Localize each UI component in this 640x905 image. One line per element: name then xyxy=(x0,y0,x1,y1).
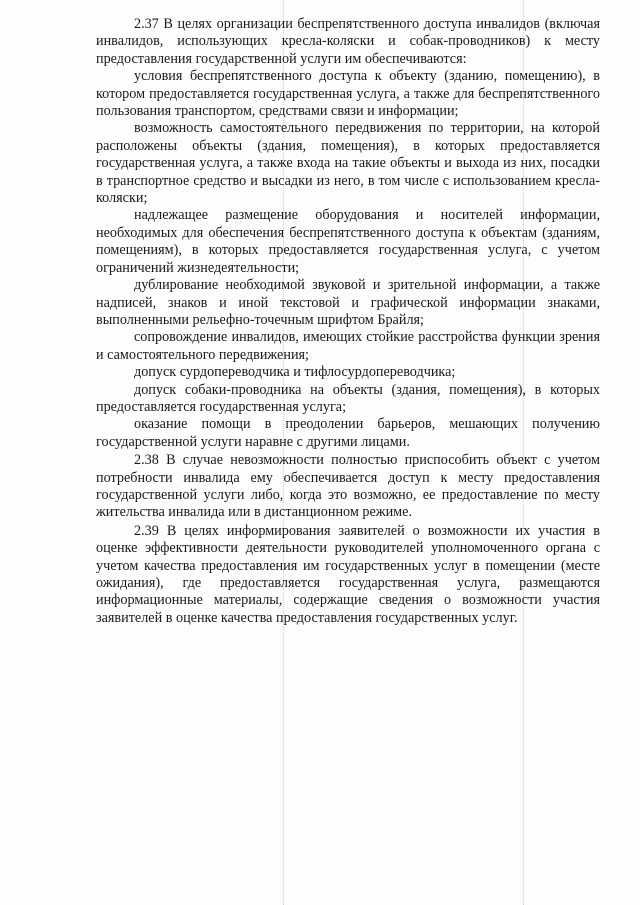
list-item-information-duplication: дублирование необходимой звуковой и зрительной информации, а также надписей, знаков и иной текстовой и графической информации знаками, выполненными рельефно-точечным шрифтом Брайля; xyxy=(96,277,600,328)
list-item-independent-movement: возможность самостоятельного передвижения по территории, на которой расположены объекты (здания, помещения), в которых предоставляется государственная услуга, а также входа на такие объекты и выхода из них, посадки в транспортное средство и высадки из него, в том числе с использованием кресла-коляски; xyxy=(96,120,600,207)
list-item-escort: сопровождение инвалидов, имеющих стойкие расстройства функции зрения и самостоятельного передвижения; xyxy=(96,329,600,363)
list-item-equipment-placement: надлежащее размещение оборудования и носителей информации, необходимых для обеспечения беспрепятственного доступа к объектам (зданиям, помещениям), в которых предоставляется государственная услуга, с учетом ограничений жизнедеятельности; xyxy=(96,207,600,276)
paragraph-2-38: 2.38 В случае невозможности полностью приспособить объект с учетом потребности инвалида ему обеспечивается доступ к месту предоставления государственной услуги либо, когда это возможно, ее предоставление по месту жительства инвалида или в дистанционном режиме. xyxy=(96,452,600,521)
paragraph-2-37: 2.37 В целях организации беспрепятственного доступа инвалидов (включая инвалидов, использующих кресла-коляски и собак-проводников) к месту предоставления государственной услуги им обеспечиваются: xyxy=(96,16,600,67)
document-body xyxy=(96,16,600,627)
list-item-barrier-assistance: оказание помощи в преодолении барьеров, мешающих получению государственной услуги наравне с другими лицами. xyxy=(96,416,600,450)
list-item-guide-dog: допуск собаки-проводника на объекты (здания, помещения), в которых предоставляется государственная услуга; xyxy=(96,381,600,415)
list-item-sign-interpreter: допуск сурдопереводчика и тифлосурдопереводчика; xyxy=(134,364,456,381)
list-item-access-conditions: условия беспрепятственного доступа к объекту (зданию, помещению), в котором предоставляется государственная услуга, а также для беспрепятственного пользования транспортом, средствами связи и информации; xyxy=(96,68,600,120)
paragraph-2-39: 2.39 В целях информирования заявителей о возможности их участия в оценке эффективности деятельности руководителей уполномоченного органа с учетом качества предоставления им государственных услуг в помещении (месте ожидания), где предоставляется государственная услуга, размещаются информационные материалы, содержащие сведения о возможности участия заявителей в оценке качества предоставления государственных услуг. xyxy=(96,522,600,626)
